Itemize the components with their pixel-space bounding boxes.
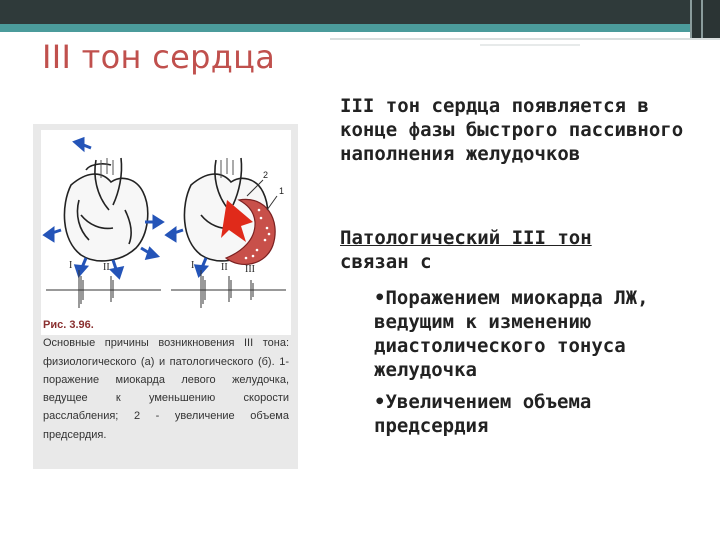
label-b-II: II (221, 262, 228, 273)
caption-title: Рис. 3.96. (43, 319, 94, 331)
heart-a (64, 158, 147, 261)
bullet-item: •Увеличением объема предсердия (374, 391, 592, 437)
label-a-II: II (103, 262, 110, 273)
slide-title: III тон сердца (42, 38, 276, 76)
top-accent-bar (0, 24, 720, 32)
phono-a (46, 270, 161, 308)
bullet-item: •Поражением миокарда ЛЖ, ведущим к изменению диастолического тонуса желудочка (374, 287, 649, 381)
phono-b (171, 270, 286, 308)
label-b-2: 2 (263, 170, 269, 180)
paragraph-pathological (340, 226, 700, 274)
corner-line-left (690, 0, 692, 40)
top-corner-block (690, 0, 720, 40)
paragraph-main: III тон сердца появляется в конце фазы быстрого пассивного наполнения желудочков (340, 95, 684, 165)
corner-line-right (701, 0, 703, 40)
header-rule (330, 38, 720, 40)
caption-text: Основные причины возникновения III тона: физиологического (а) и патологического (б). 1-поражение миокарда левого желудочка, ведущее к уменьшению скорости расслабления; 2 - увеличение объема предсердия. (43, 337, 289, 441)
header-rule-short (480, 44, 580, 46)
bullet-list (374, 286, 704, 446)
figure-caption (43, 316, 289, 444)
heart-diagram (41, 130, 291, 335)
top-bar (0, 0, 720, 24)
figure-panel (33, 124, 298, 469)
pathological-rest: связан с (340, 251, 432, 273)
label-a-I: I (69, 260, 73, 271)
label-b-1: 1 (279, 186, 285, 196)
label-b-III: III (245, 264, 255, 275)
figure-image (41, 130, 291, 335)
pathological-heading: Патологический III тон (340, 227, 592, 249)
label-b-I: I (191, 260, 195, 271)
